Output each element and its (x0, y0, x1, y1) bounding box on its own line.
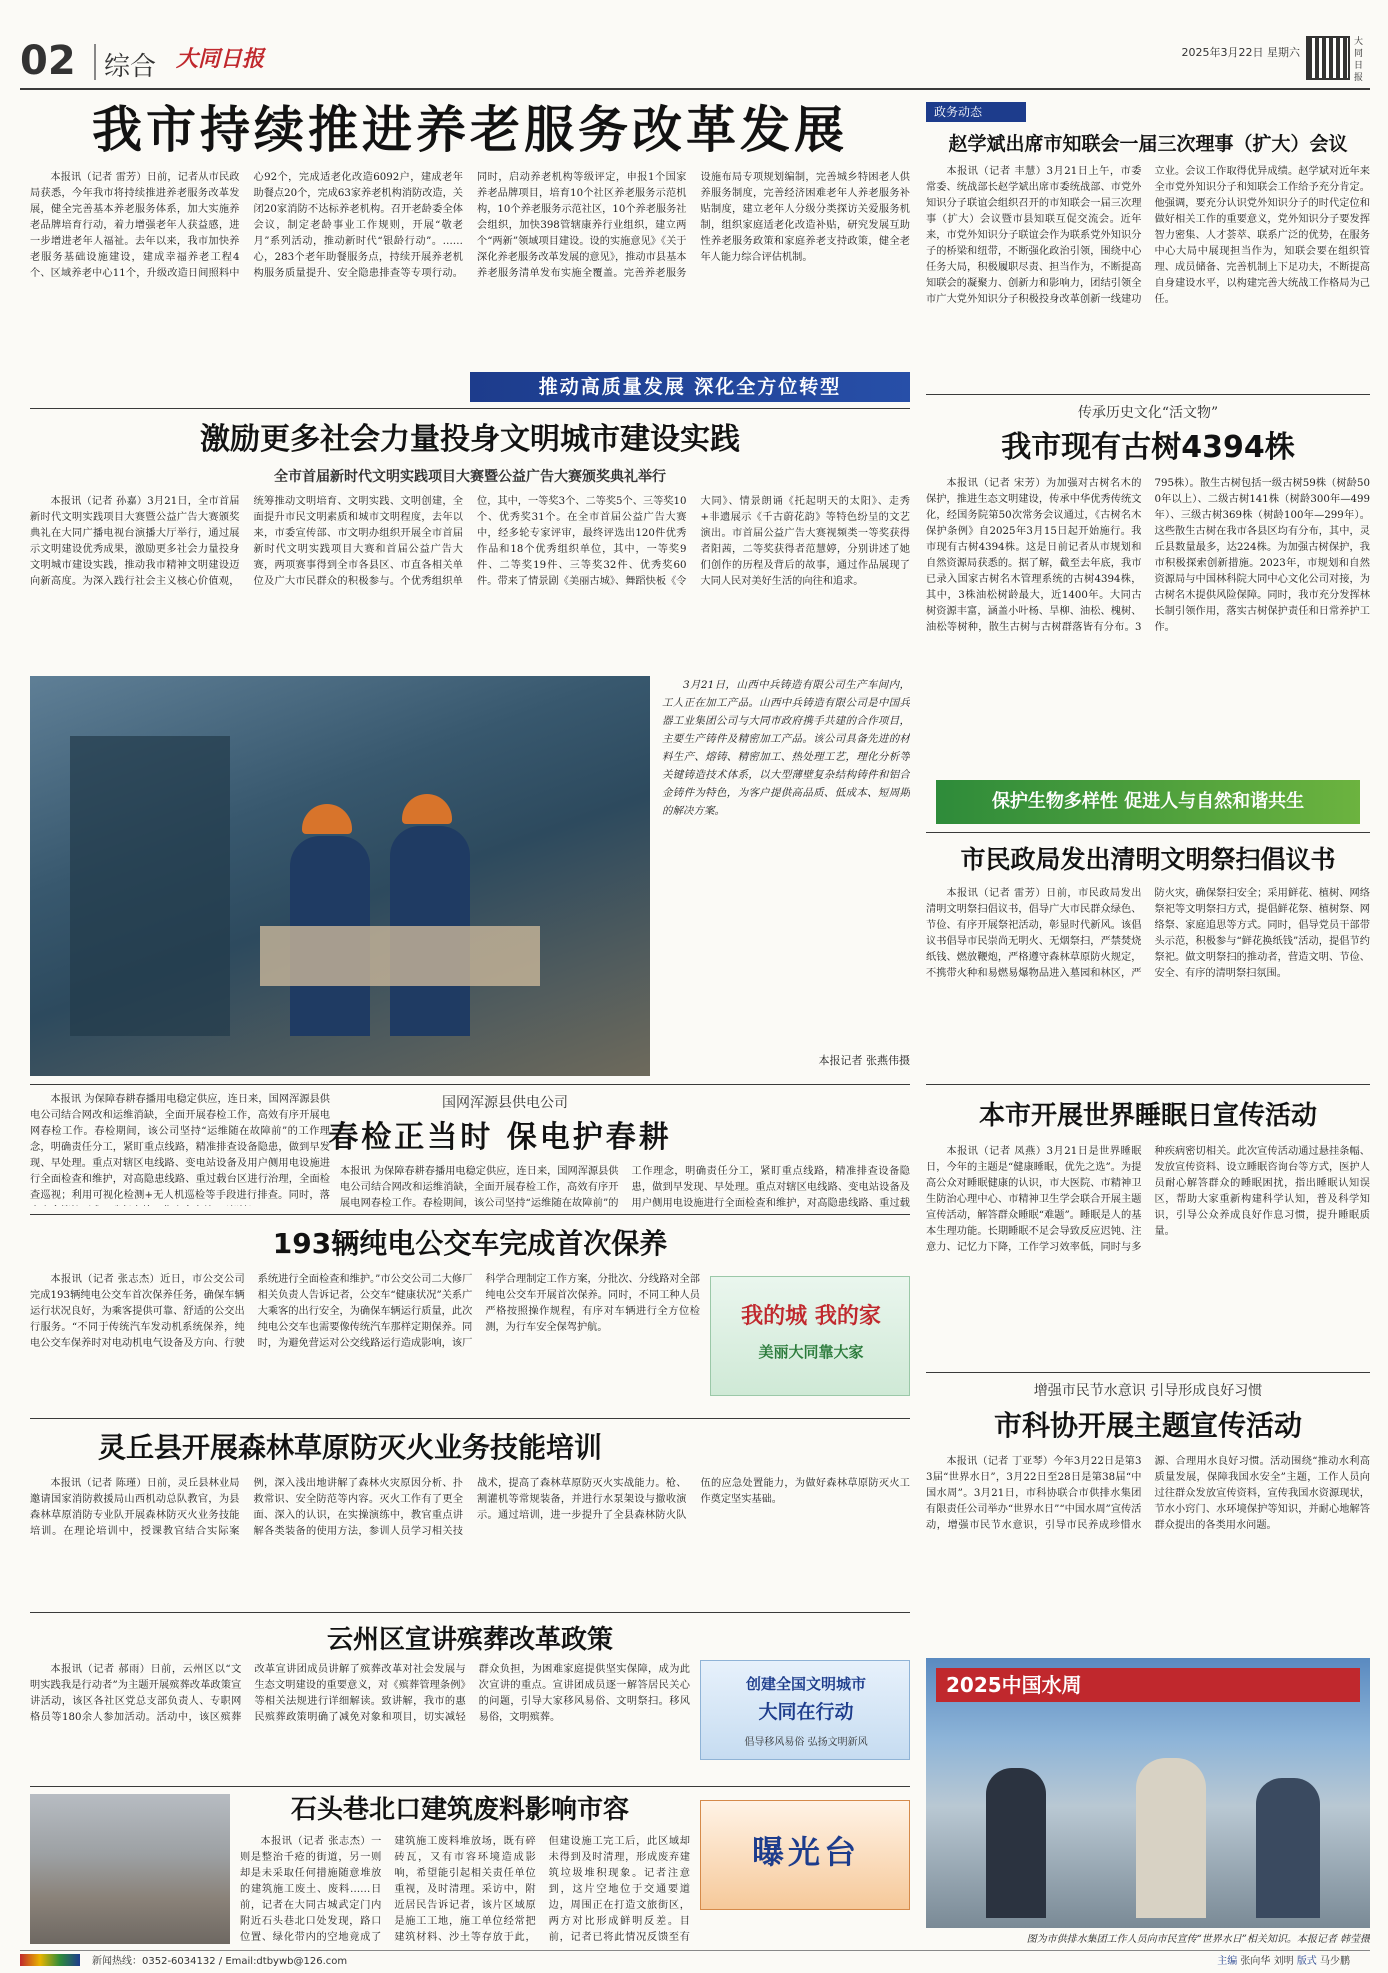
home-banner-line1: 我的城 我的家 (741, 1304, 881, 1329)
footer-rule (20, 1950, 1370, 1951)
zwdt-body: 本报讯（记者 丰慧）3月21日上午，市委常委、统战部长赵学斌出席市委统战部、市党外知识分子联谊会组织召开的市知联会一届三次理事（扩大）会议暨市县知联互促交流会。近年来，市党外知识分子联谊会作为联系党外知识分子的桥梁和纽带，不断强化政治引领，围绕中心任务大局，积极履职尽责、担当作为，不断提高知联会的凝聚力、创新力和影响力，团结引领全市广大党外知识分子积极投身改革创新一线建功立业。会议工作取得优异成绩。赵学斌对近年来全市党外知识分子和知联会工作给予充分肯定。他强调，要充分认识党外知识分子的时代定位和做好相关工作的重要意义，党外知识分子要发挥智力密集、人才荟萃、联系广泛的优势，在服务中心大局中展现担当作为，知联会要在组织管理、成员储备、完善机制上下足功夫，不断提高自身建设水平，以构建完善大统战工作格局为己任。 (926, 166, 1370, 305)
civil-body: 本报讯（记者 孙嘉）3月21日，全市首届新时代文明实践项目大赛暨公益广告大赛颁奖典礼在大同广播电视台演播大厅举行，通过展示文明建设优秀成果，激励更多社会力量投身文明城市建设实践，推动我市精神文明建设迈向新高度。为深入践行社会主义核心价值观，统筹推动文明培育、文明实践、文明创建，全面提升市民文明素质和城市文明程度，去年以来，市委宣传部、市文明办组织开展全市首届新时代文明实践项目大赛和首届公益广告大赛，两项赛事得到全市各县区、市直各相关单位及广大市民群众的积极参与。个优秀组织单位，其中，一等奖3个、二等奖5个、三等奖10个、优秀奖31个。在全市首届公益广告大赛中，经多轮专家评审，最终评选出120件优秀作品和18个优秀组织单位，其中，一等奖9件、二等奖19件、三等奖32件、优秀奖60件。带来了情景剧《美丽古城》、舞蹈快板《令大同》、情景朗诵《托起明天的太阳》、走秀+非遗展示《千古蔚花韵》等特色纷呈的文艺演出。市首届公益广告大赛视频类一等奖获得者阳茜，二等奖获得者范慧婷，分别讲述了她们创作的历程及背后的故事，通过作品展现了大同人民对美好生活的向往和追求。 (30, 496, 910, 587)
footer-layout-label: 版式 (1296, 1956, 1317, 1967)
civil-subtitle: 全市首届新时代文明实践项目大赛暨公益广告大赛颁奖典礼举行 (274, 469, 666, 485)
photo-credit: 本报记者 张燕伟摄 (818, 1054, 910, 1067)
lead-body: 本报讯（记者 雷芳）日前，记者从市民政局获悉，今年我市将持续推进养老服务改革发展，健全完善基本养老服务体系，加大实施养老品牌培育行动，着力增强老年人获益感，进一步增进老年人福祉。去年以来，我市加快养老服务基础设施建设，建成幸福养老工程4个、区域养老中心11个，升级改造日间照料中心92个，完成适老化改造6092户，建成老年助餐点20个，完成63家养老机构消防改造，关闭20家消防不达标养老机构。召开老龄委全体会议，制定老龄事业工作规则，开展“敬老月”系列活动，推动新时代“银龄行动”。……心，283个老年助餐服务点，持续开展养老机构服务质量提升、安全隐患排查等专项行动。同时，启动养老机构等级评定，申报1个国家养老品牌项目，培育10个社区养老服务示范机构，10个养老服务示范社区，10个养老服务社会组织，加快398管辖康养行业组织，建立两个“两新”领域项目建设。设的实施意见》《关于深化养老服务改革发展的意见》，推动市县基本养老服务清单发布实施全覆盖。完善养老服务设施布局专项规划编制，完善城乡特困老人供养服务制度，完善经济困难老年人养老服务补贴制度，建立老年人分级分类探访关爱服务机制，组织家庭适老化改造补贴，研究发展互助性养老服务政策和家庭养老支持政策，健全老年人能力综合评估机制。 (30, 172, 910, 279)
zwdt-headline: 赵学斌出席市知联会一届三次理事（扩大）会议 (948, 133, 1348, 155)
funeral-headline: 云州区宣讲殡葬改革政策 (326, 1625, 613, 1655)
civil-city-banner (700, 1660, 910, 1760)
fire-rule (30, 1612, 910, 1613)
waste-body: 本报讯（记者 张志杰）一则是整治千疮的街道，另一则却是未采取任何措施随意堆放的建筑施工废土、废料……日前，记者在大同古城武定门内附近石头巷北口处发现，路口位置、绿化带内的空地竟成了建筑施工废料堆放场，既有碎砖瓦，又有市容环境造成影响，希望能引起相关责任单位重视，及时清理。采访中，附近居民告诉记者，该片区域原是施工工地，施工单位经常把建筑材料、沙土等存放于此，但建设施工完工后，此区域却未得到及时清理，形成废弃建筑垃圾堆积现象。记者注意到，这片空地位于交通要道边，周围正在打造文旅街区，两方对比形成鲜明反差。目前，记者已将此情况反馈至有 (240, 1836, 690, 1943)
home-banner (710, 1276, 910, 1396)
expose-banner (700, 1800, 910, 1910)
funeral-rule (30, 1786, 910, 1787)
footer-layout: 马少鹏 (1320, 1956, 1350, 1967)
water-photo-sign: 2025中国水周 (936, 1668, 1360, 1702)
expose-banner-text: 曝光台 (751, 1833, 860, 1871)
lead-rule (30, 408, 910, 409)
header-rule (20, 88, 1370, 90)
water-photo-caption: 图为市供排水集团工作人员向市民宣传“世界水日”相关知识。本报记者 韩莹摄 (1026, 1934, 1370, 1945)
zwdt-label: 政务动态 (926, 102, 1026, 122)
bus-headline: 193辆纯电公交车完成首次保养 (272, 1227, 668, 1260)
qingming-headline: 市民政局发出清明文明祭扫倡议书 (960, 845, 1336, 874)
trees-headline: 我市现有古树4394株 (1001, 430, 1295, 465)
waste-photo (30, 1794, 230, 1944)
photo-rule (30, 1084, 910, 1085)
funeral-body: 本报讯（记者 郝雨）日前，云州区以“文明实践我是行动者”为主题开展殡葬改革政策宣讲活动，该区各社区党总支部负责人、专职网格员等180余人参加活动。活动中，该区殡葬改革宣讲团成员讲解了殡葬改革对社会发展与生态文明建设的重要意义，对《殡葬管理条例》等相关法规进行详细解读。致讲解，我市的惠民殡葬政策明确了减免对象和项目，切实减轻群众负担，为困难家庭提供坚实保障，成为此次宣讲的重点。宣讲团成员逐一解答居民关心的问题，引导大家移风易俗、文明祭扫。移风易俗，文明殡葬。 (30, 1664, 690, 1723)
qr-caption: 大同日报 (1354, 37, 1364, 83)
factory-photo (30, 676, 650, 1076)
sleep-body: 本报讯（记者 凤燕）3月21日是世界睡眠日，今年的主题是“健康睡眠，优先之选”。为提高公众对睡眠健康的认识，市大医院、市精神卫生防治心理中心、市精神卫生学会联合开展主题宣传活动，解答群众睡眠“难题”。睡眠是人的基本生理功能。长期睡眠不足会导致反应迟钝、注意力、记忆力下降，工作学习效率低，同时与多种疾病密切相关。此次宣传活动通过悬挂条幅、发放宣传资料、设立睡眠咨询台等方式，医护人员耐心解答群众的睡眠困扰，指出睡眠认知误区，帮助大家重新构建科学认知，普及科学知识，引导公众养成良好作息习惯，提升睡眠质量。 (926, 1146, 1370, 1253)
sleep-headline: 本市开展世界睡眠日宣传活动 (978, 1101, 1317, 1131)
issue-date: 2025年3月22日 星期六 (1181, 46, 1300, 59)
water-photo (926, 1658, 1370, 1928)
qr-code-icon (1306, 36, 1350, 80)
biodiversity-banner: 保护生物多样性 促进人与自然和谐共生 (936, 780, 1360, 824)
footer-hotline: 新闻热线：0352-6034132 / Email:dtbywb@126.com (92, 1956, 348, 1967)
spring-kicker: 国网浑源县供电公司 (442, 1095, 568, 1111)
footer-editor: 张向华 (1240, 1956, 1271, 1967)
photo-caption: 3月21日，山西中兵铸造有限公司生产车间内，工人正在加工产品。山西中兵铸造有限公司是中国兵器工业集团公司与大同市政府携手共建的合作项目，主要生产铸件及精密加工产品。该公司具备先进的材料生产、熔铸、精密加工、热处理工艺，理化分析等关键铸造技术体系，以大型薄壁复杂结构铸件和铝合金铸件为特色，为客户提供高品质、低成本、短周期的解决方案。 (662, 679, 910, 817)
bus-rule (30, 1418, 910, 1419)
fire-headline: 灵丘县开展森林草原防灭火业务技能培训 (97, 1431, 602, 1464)
water-body: 本报讯（记者 丁亚琴）今年3月22日是第33届“世界水日”，3月22日至28日是第38届“中国水周”。3月21日，市科协联合市供排水集团有限责任公司举办“世界水日”“中国水周”宣传活动，增强市民节水意识，引导市民养成珍惜水源、合理用水良好习惯。活动围绕“推动水利高质量发展，保障我国水安全”主题，工作人员向过往群众发放宣传资料，宣传我国水资源现状，节水小窍门、水环境保护等知识，并耐心地解答群众提出的各类用水问题。 (926, 1456, 1370, 1531)
spring-body: 本报讯 为保障春耕春播用电稳定供应，连日来，国网浑源县供电公司结合网改和运维消缺，全面开展春检工作，高效有序开展电网春检工作。春检期间，该公司坚持“运维随在故障前”的工作理念，明确责任分工，紧盯重点线路，精准排查设备隐患，做到早发现、早处理。重点对辖区电线路、变电站设备及用户侧用电设施进行全面检查和维护，对高隐患线路、重过载 (340, 1166, 910, 1209)
sleep-rule (926, 1372, 1370, 1373)
spring-headline: 春检正当时 保电护春耕 (328, 1120, 672, 1155)
qingming-rule (926, 1084, 1370, 1085)
civil-city-line3: 倡导移风易俗 弘扬文明新风 (744, 1737, 868, 1748)
fire-body: 本报讯（记者 陈瑾）日前，灵丘县林业局邀请国家消防救援局山西机动总队教官，为县森林草原消防专业队开展森林防灭火业务技能培训。在理论培训中，授课教官结合实际案例，深入浅出地讲解了森林火灾原因分析、扑救常识、安全防范等内容。灭火工作有了更全面、深入的认识，在实操演练中，教官重点讲解各类装备的使用方法，参训人员学习相关技战术，提高了森林草原防灭火实战能力。枪、割灌机等常规装备，并进行水泵架设与撤收演示。通过培训，进一步提升了全县森林防火队伍的应急处置能力，为做好森林草原防灭火工作奠定坚实基础。 (30, 1478, 910, 1537)
page-number: 02 (20, 38, 76, 84)
footer-proof: 刘明 (1273, 1956, 1294, 1967)
waste-headline: 石头巷北口建筑废料影响市容 (290, 1795, 629, 1825)
civil-city-line2: 大同在行动 (758, 1701, 854, 1723)
masthead-logo: 大同日报 (176, 46, 265, 72)
tagline-banner: 推动高质量发展 深化全方位转型 (470, 372, 910, 402)
footer-credits (1090, 1952, 1350, 1968)
zwdt-rule (926, 394, 1370, 395)
trees-kicker: 传承历史文化“活文物” (1077, 405, 1219, 421)
trees-rule (926, 832, 1370, 833)
water-kicker: 增强市民节水意识 引导形成良好习惯 (1033, 1383, 1263, 1399)
lead-headline: 我市持续推进养老服务改革发展 (92, 101, 848, 159)
civil-city-line1: 创建全国文明城市 (745, 1675, 866, 1693)
trees-body: 本报讯（记者 宋芳）为加强对古树名木的保护，推进生态文明建设，传承中华优秀传统文化，经国务院第50次常务会议通过，《古树名木保护条例》自2025年3月15日起开始施行。我市现有古树4394株。这是日前记者从市规划和自然资源局获悉的。据了解，截至去年底，我市已录入国家古树名木管理系统的古树4394株，其中，3株油松树龄最大，近1400年。大同古树资源丰富，涵盖小叶杨、旱柳、油松、槐树、油松等树种，散生古树与古树群落皆有分布。3795株）。散生古树包括一级古树59株（树龄500年以上）、二级古树141株（树龄300年—499年）、三级古树369株（树龄100年—299年）。这些散生古树在我市各县区均有分布，其中，灵丘县数量最多，达224株。为加强古树保护，我市积极探索创新措施。2023年，市规划和自然资源局与中国林科院大同中心文化公司对接，为古树名木提供风险保障。同时，我市充分发挥林长制引领作用，落实古树保护责任和日常养护工作。 (926, 478, 1370, 633)
footer-color-bar (20, 1954, 80, 1966)
qingming-body: 本报讯（记者 雷芳）日前，市民政局发出清明文明祭扫倡议书，倡导广大市民群众绿色、节俭、有序开展祭祀活动，彰显时代新风。该倡议书倡导市民崇尚无明火、无烟祭扫，严禁焚烧纸钱、燃放鞭炮，严格遵守森林草原防火规定，不携带火种和易燃易爆物品进入墓园和林区，严防火灾，确保祭扫安全；采用鲜花、植树、网络祭祀等文明祭扫方式，提倡鲜花祭、植树祭、网络祭、家庭追思等方式。同时，倡导党员干部带头示范，积极参与“鲜花换纸钱”活动，提倡节约祭祀。做文明祭扫的推动者，营造文明、节俭、安全、有序的清明祭扫氛围。 (926, 888, 1370, 979)
bus-body: 本报讯（记者 张志杰）近日，市公交公司完成193辆纯电公交车首次保养任务，确保车辆运行状况良好，为乘客提供可靠、舒适的公交出行服务。“不同于传统汽车发动机系统保养，纯电公交车保养时对电动机电气设备及方向、行驶系统进行全面检查和维护。”市公交公司二大修厂相关负责人告诉记者，公交车“健康状况”关系广大乘客的出行安全，为确保车辆运行质量，此次纯电公交车也需要像传统汽车那样定期保养。同时，为避免营运对公交线路运行造成影响，该厂科学合理制定工作方案，分批次、分线路对全部纯电公交车开展首次保养。同时，不同工种人员严格按照操作规程，有序对车辆进行全方位检测，为行车安全保驾护航。 (30, 1274, 700, 1349)
civil-headline: 激励更多社会力量投身文明城市建设实践 (200, 422, 740, 457)
spring-rule (30, 1214, 910, 1215)
header-divider (94, 44, 96, 80)
footer-editor-label: 主编 (1217, 1956, 1238, 1967)
water-headline: 市科协开展主题宣传活动 (993, 1409, 1302, 1442)
spring-lead: 本报讯 为保障春耕春播用电稳定供应，连日来，国网浑源县供电公司结合网改和运维消缺，全面开展春检工作，高效有序开展电网春检工作。春检期间，该公司坚持“运维随在故障前”的工作理念，明确责任分工，紧盯重点线路，精准排查设备隐患，做到早发现、早处理。重点对辖区电线路、变电站设备及用户侧用电设施进行全面检查和维护，对高隐患线路、重过载台区进行治理，全面检查巡视；利用可视化检测+无人机巡检等手段进行排查。同时，落 (30, 1094, 330, 1201)
home-banner-line2: 美丽大同靠大家 (758, 1343, 864, 1361)
section-label: 综合 (104, 52, 157, 82)
